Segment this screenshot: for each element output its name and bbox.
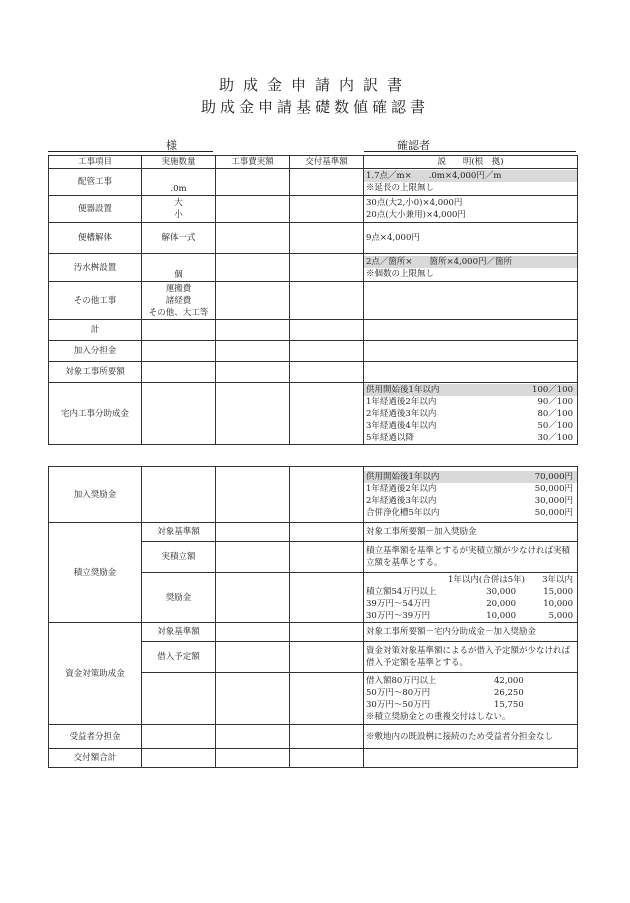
document-title: 助成金申請内訳書 bbox=[218, 76, 411, 94]
desc-line: ※延長の上限無し bbox=[366, 183, 435, 193]
addressee-line bbox=[48, 151, 213, 152]
qty-line: 小 bbox=[174, 210, 183, 220]
desc-line: ※個数の上限無し bbox=[366, 268, 435, 279]
qty-cell: 解体一式 bbox=[142, 223, 216, 254]
amount-row: 合併浄化槽5年以内 50,000円 bbox=[366, 507, 573, 518]
sub-label: 対象基準額 bbox=[142, 523, 216, 542]
rate-row: 5年経過以降 30／100 bbox=[366, 432, 573, 443]
confirmer-line bbox=[364, 151, 576, 152]
row-label: 受益者分担金 bbox=[49, 725, 142, 749]
row-sewage-basin bbox=[49, 254, 578, 282]
document-subtitle: 助成金申請基礎数値確認書 bbox=[200, 98, 429, 116]
header-description: 説 明(根 拠) bbox=[364, 156, 578, 169]
desc-line: 資金対策対象基準額によるが借入予定額が少なければ借入予定額を基準とする。 bbox=[364, 642, 578, 673]
header-row bbox=[49, 156, 578, 169]
rate-row: 3年経過後4年以内 50／100 bbox=[366, 420, 573, 431]
row-label: 交付額合計 bbox=[49, 749, 142, 768]
desc-line: 1.7点／m× .0m×4,000円／m bbox=[364, 170, 577, 182]
row-label: 加入分担金 bbox=[49, 341, 142, 362]
row-piping bbox=[49, 169, 578, 196]
tier-row: 30万円～50万円 15,750 bbox=[366, 699, 524, 710]
row-label: 便槽解体 bbox=[49, 223, 142, 254]
actual-cost-cell bbox=[216, 169, 290, 196]
row-total bbox=[49, 320, 578, 341]
qty-line: その他、大工等 bbox=[148, 307, 209, 318]
tier-row: 50万円～80万円 26,250 bbox=[366, 687, 524, 698]
sub-label: 実積立額 bbox=[142, 542, 216, 573]
tier-header: 1年以内(合併は5年) 3年以内 bbox=[448, 574, 573, 585]
desc-line: 2点／箇所× 箇所×4,000円／箇所 bbox=[364, 256, 577, 268]
header-qty: 実施数量 bbox=[142, 156, 216, 169]
sub-label: 対象基準額 bbox=[142, 623, 216, 642]
row-label: 便器設置 bbox=[49, 196, 142, 223]
tier-row: 積立額54万円以上 30,000 15,000 bbox=[366, 586, 573, 597]
qty-cell: .0m bbox=[142, 169, 216, 196]
desc-line: 9点×4,000円 bbox=[364, 223, 578, 254]
header-item: 工事項目 bbox=[49, 156, 142, 169]
row-label: その他工事 bbox=[49, 282, 142, 320]
row-beneficiary-fee bbox=[49, 725, 578, 749]
row-home-work-subsidy bbox=[49, 383, 578, 445]
tier-row: 30万円～39万円 10,000 5,000 bbox=[366, 610, 573, 621]
row-other-work bbox=[49, 282, 578, 320]
row-required-amount bbox=[49, 362, 578, 383]
row-label: 宅内工事分助成金 bbox=[49, 383, 142, 445]
desc-line: 積立基準額を基準とするが実積立額が少なければ実積立額を基準とする。 bbox=[364, 542, 578, 573]
qty-line: 運搬費 bbox=[165, 283, 192, 294]
sub-label: 借入予定額 bbox=[142, 642, 216, 673]
amount-row: 1年経過後2年以内 50,000円 bbox=[366, 483, 573, 494]
tier-row: 借入額80万円以上 42,000 bbox=[366, 675, 524, 686]
note-line: ※積立奨励金との重複交付はしない。 bbox=[366, 711, 511, 722]
amount-row: 供用開始後1年以内 70,000円 bbox=[364, 471, 577, 483]
breakdown-table bbox=[48, 155, 578, 445]
desc-line: 20点(大小兼用)×4,000円 bbox=[366, 210, 466, 220]
row-fund-base bbox=[49, 623, 578, 642]
rate-row: 2年経過後3年以内 80／100 bbox=[366, 408, 573, 419]
qty-cell: 個 bbox=[142, 254, 216, 282]
row-label: 積立奨励金 bbox=[49, 523, 142, 623]
qty-line: 大 bbox=[174, 198, 183, 208]
confirmer-label: 確認者 bbox=[397, 139, 430, 152]
header-standard-amount: 交付基準額 bbox=[290, 156, 364, 169]
desc-line: 対象工事所要額－加入奨励金 bbox=[364, 523, 578, 542]
desc-line: 対象工事所要額－宅内分助成金－加入奨励金 bbox=[364, 623, 578, 642]
desc-line: 30点(大2,小0)×4,000円 bbox=[366, 198, 463, 208]
rate-row: 1年経過後2年以内 90／100 bbox=[366, 396, 573, 407]
qty-line: 諸経費 bbox=[165, 295, 192, 306]
standard-amount-cell bbox=[290, 169, 364, 196]
row-label: 配管工事 bbox=[49, 169, 142, 196]
row-label: 加入奨励金 bbox=[49, 467, 142, 523]
row-label: 汚水桝設置 bbox=[49, 254, 142, 282]
row-toilet bbox=[49, 196, 578, 223]
row-tank-demolition bbox=[49, 223, 578, 254]
row-join-incentive bbox=[49, 467, 578, 523]
basis-table bbox=[48, 466, 578, 768]
row-label: 計 bbox=[49, 320, 142, 341]
row-grant-total bbox=[49, 749, 578, 768]
row-savings-base bbox=[49, 523, 578, 542]
row-label: 対象工事所要額 bbox=[49, 362, 142, 383]
desc-line: ※敷地内の既設桝に接続のため受益者分担金なし bbox=[364, 725, 578, 749]
rate-row: 供用開始後1年以内 100／100 bbox=[364, 384, 577, 396]
header-actual-cost: 工事費実額 bbox=[216, 156, 290, 169]
addressee-label: 様 bbox=[166, 139, 177, 152]
tier-row: 39万円～54万円 20,000 10,000 bbox=[366, 598, 573, 609]
amount-row: 2年経過後3年以内 30,000円 bbox=[366, 495, 573, 506]
row-label: 資金対策助成金 bbox=[49, 623, 142, 725]
sub-label: 奨励金 bbox=[142, 573, 216, 623]
row-membership-fee bbox=[49, 341, 578, 362]
